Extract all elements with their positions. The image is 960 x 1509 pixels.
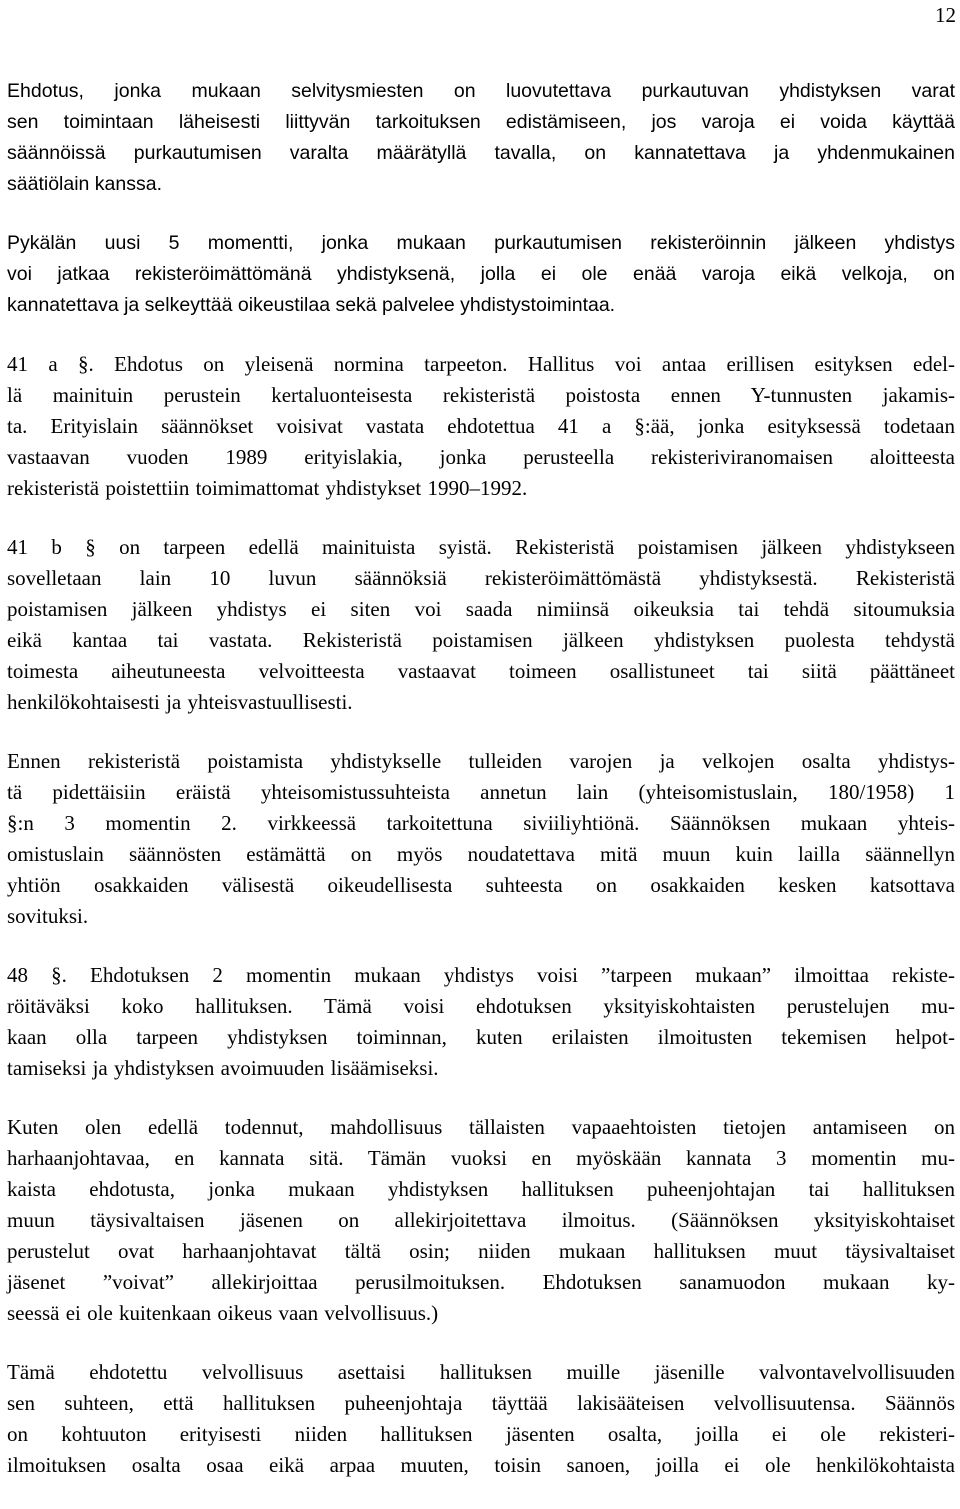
paragraph <box>7 1112 955 1329</box>
text-line: perustelut ovat harhaanjohtavat tältä osin; niiden mukaan hallituksen muut täysivaltaiset <box>7 1239 955 1263</box>
text-line: yhtiön osakkaiden välisestä oikeudellisesta suhteesta on osakkaiden kesken katsottava <box>7 873 955 897</box>
text-line: ilmoituksen osalta osaa eikä arpaa muuten, toisin sanoen, joilla ei ole henkilökohtaista <box>7 1453 955 1477</box>
text-line: seessä ei ole kuitenkaan oikeus vaan velvollisuus.) <box>7 1301 439 1325</box>
paragraph <box>7 1357 955 1481</box>
document-body <box>7 76 955 1509</box>
paragraph <box>7 746 955 932</box>
paragraph <box>7 960 955 1084</box>
text-line: omistuslain säännösten estämättä on myös noudatettava mitä muun kuin lailla säännellyn <box>7 842 955 866</box>
text-line: sovituksi. <box>7 904 89 928</box>
paragraph <box>7 532 955 718</box>
text-line: eikä kantaa tai vastata. Rekisteristä poistamisen jälkeen yhdistyksen puolesta tehdystä <box>7 628 955 652</box>
text-line: voi jatkaa rekisteröimättömänä yhdistyksenä, jolla ei ole enää varoja eikä velkoja, on <box>7 263 955 285</box>
text-line: kaista ehdotusta, jonka mukaan yhdistyksen hallituksen puheenjohtajan tai hallituksen <box>7 1177 955 1201</box>
text-line: jäsenet ”voivat” allekirjoittaa perusilmoituksen. Ehdotuksen sanamuodon mukaan ky- <box>7 1270 955 1294</box>
paragraph <box>7 76 955 200</box>
text-line: röitäväksi koko hallituksen. Tämä voisi ehdotuksen yksityiskohtaisten perustelujen mu- <box>7 994 955 1018</box>
text-line: lä mainituin perustein kertaluonteisesta rekisteristä poistosta ennen Y-tunnusten jakamis- <box>7 383 955 407</box>
text-line: poistamisen jälkeen yhdistys ei siten voi saada nimiinsä oikeuksia tai tehdä sitoumuksia <box>7 597 955 621</box>
text-line: Ehdotus, jonka mukaan selvitysmiesten on luovutettava purkautuvan yhdistyksen varat <box>7 80 955 102</box>
page-number: 12 <box>935 3 956 27</box>
text-line: 48 §. Ehdotuksen 2 momentin mukaan yhdistys voisi ”tarpeen mukaan” ilmoittaa rekiste- <box>7 963 955 987</box>
text-line: vastaavan vuoden 1989 erityislakia, jonka perusteella rekisteriviranomaisen aloitteesta <box>7 445 955 469</box>
text-line: kaan olla tarpeen yhdistyksen toiminnan, kuten erilaisten ilmoitusten tekemisen helpot- <box>7 1025 955 1049</box>
text-line: ta. Erityislain säännökset voisivat vastata ehdotettua 41 a §:ää, jonka esityksessä todetaan <box>7 414 955 438</box>
paragraph <box>7 228 955 321</box>
text-line: Kuten olen edellä todennut, mahdollisuus tällaisten vapaaehtoisten tietojen antamiseen on <box>7 1115 955 1139</box>
text-line: Tämä ehdotettu velvollisuus asettaisi hallituksen muille jäsenille valvontavelvollisuuden <box>7 1360 955 1384</box>
text-line: 41 b § on tarpeen edellä mainituista syistä. Rekisteristä poistamisen jälkeen yhdistykseen <box>7 535 955 559</box>
text-line: muun täysivaltaisen jäsenen on allekirjoitettava ilmoitus. (Säännöksen yksityiskohtaiset <box>7 1208 955 1232</box>
text-line: tä pidettäisiin eräistä yhteisomistussuhteista annetun lain (yhteisomistuslain, 180/1958) 1 <box>7 780 955 804</box>
text-line: harhaanjohtavaa, en kannata sitä. Tämän vuoksi en myöskään kannata 3 momentin mu- <box>7 1146 955 1170</box>
text-line: säännöissä purkautumisen varalta määrätyllä tavalla, on kannatettava ja yhdenmukainen <box>7 142 955 164</box>
text-line: henkilökohtaisesti ja yhteisvastuullisesti. <box>7 690 353 714</box>
paragraph <box>7 349 955 504</box>
text-line: 41 a §. Ehdotus on yleisenä normina tarpeeton. Hallitus voi antaa erillisen esityksen edel- <box>7 352 955 376</box>
text-line: sovelletaan lain 10 luvun säännöksiä rekisteröimättömästä yhdistyksestä. Rekisteristä <box>7 566 955 590</box>
text-line: §:n 3 momentin 2. virkkeessä tarkoitettuna siviiliyhtiönä. Säännöksen mukaan yhteis- <box>7 811 955 835</box>
text-line: tamiseksi ja yhdistyksen avoimuuden lisäämiseksi. <box>7 1056 439 1080</box>
text-line: toimesta aiheutuneesta velvoitteesta vastaavat toimeen osallistuneet tai siitä päättäneet <box>7 659 955 683</box>
text-line: on kohtuuton erityisesti niiden hallituksen jäsenten osalta, joilla ei ole rekisteri- <box>7 1422 955 1446</box>
text-line: kannatettava ja selkeyttää oikeustilaa sekä palvelee yhdistystoimintaa. <box>7 294 616 316</box>
text-line: rekisteristä poistettiin toimimattomat yhdistykset 1990–1992. <box>7 476 528 500</box>
text-line: Ennen rekisteristä poistamista yhdistykselle tulleiden varojen ja velkojen osalta yhdistys- <box>7 749 955 773</box>
text-line: sen toimintaan läheisesti liittyvän tarkoituksen edistämiseen, jos varoja ei voida käyttää <box>7 111 955 133</box>
text-line: sen suhteen, että hallituksen puheenjohtaja täyttää lakisääteisen velvollisuutensa. Säännös <box>7 1391 955 1415</box>
text-line: säätiölain kanssa. <box>7 173 163 195</box>
text-line: Pykälän uusi 5 momentti, jonka mukaan purkautumisen rekisteröinnin jälkeen yhdistys <box>7 232 955 254</box>
